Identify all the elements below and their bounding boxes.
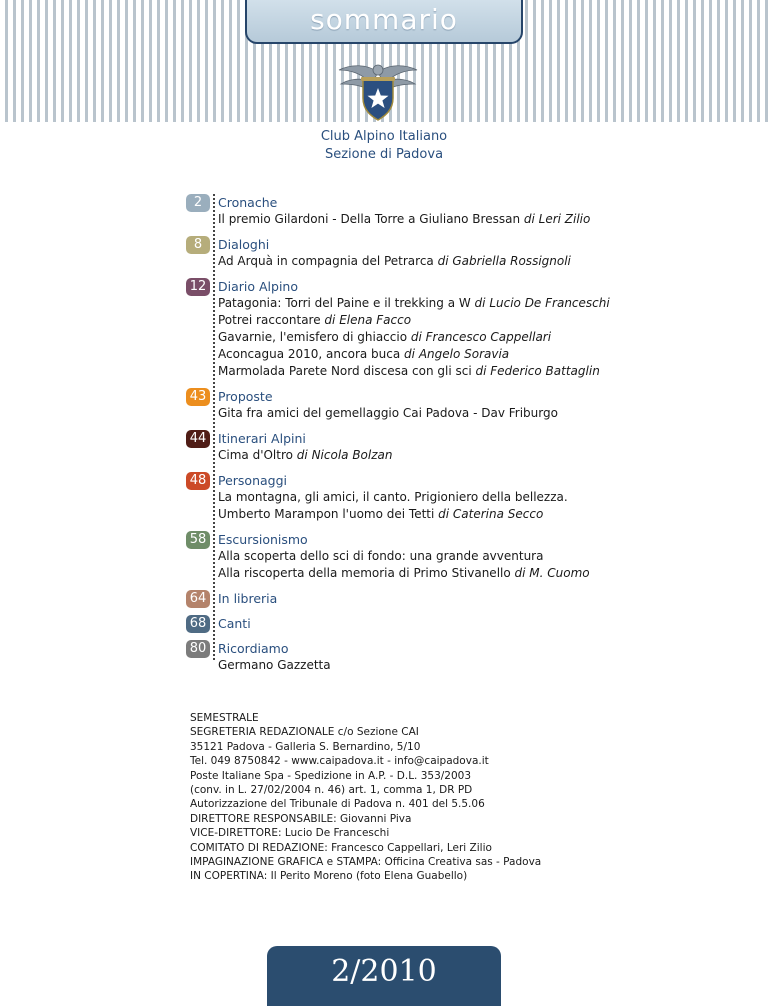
article-title: La montagna, gli amici, il canto. Prigioniero della bellezza.	[218, 490, 568, 504]
page-number-badge: 80	[186, 640, 210, 658]
colophon-line: IN COPERTINA: Il Perito Moreno (foto Elena Guabello)	[190, 870, 468, 883]
article-author: di Lucio De Franceschi	[474, 296, 610, 310]
colophon-line: 35121 Padova - Galleria S. Bernardino, 5/10	[190, 740, 421, 753]
page-number-badge: 58	[186, 531, 210, 549]
article-author: di Nicola Bolzan	[296, 448, 393, 462]
page-number-badge: 2	[186, 194, 210, 212]
org-line-2: Sezione di Padova	[324, 147, 444, 162]
org-line-1: Club Alpino Italiano	[320, 129, 448, 144]
article-entry	[218, 405, 686, 422]
organization-name	[0, 128, 768, 164]
article-title: Ad Arquà in compagnia del Petrarca	[218, 254, 438, 268]
article-entry	[218, 295, 686, 312]
article-author: di Leri Zilio	[523, 212, 591, 226]
article-title: Alla riscoperta della memoria di Primo Stivanello	[218, 566, 515, 580]
colophon-line: Poste Italiane Spa - Spedizione in A.P. - D.L. 353/2003	[190, 769, 472, 782]
article-title: Potrei raccontare	[218, 313, 325, 327]
toc-section	[186, 236, 686, 270]
article-entry	[218, 447, 686, 464]
article-title: Gita fra amici del gemellaggio Cai Padova - Dav Friburgo	[218, 406, 558, 420]
article-author: di Francesco Cappellari	[410, 330, 552, 344]
page-title: sommario	[245, 0, 523, 44]
section-title: Dialoghi	[218, 237, 270, 252]
article-author: di Gabriella Rossignoli	[437, 254, 571, 268]
colophon-line: IMPAGINAZIONE GRAFICA e STAMPA: Officina Creativa sas - Padova	[190, 856, 542, 869]
section-title: Diario Alpino	[218, 279, 298, 294]
article-entry	[218, 346, 686, 363]
article-entry	[218, 253, 686, 270]
toc-section	[186, 472, 686, 523]
section-title: Canti	[218, 616, 251, 631]
colophon-line: Autorizzazione del Tribunale di Padova n. 401 del 5.5.06	[190, 798, 485, 811]
article-entry	[218, 489, 686, 506]
article-title: Alla scoperta dello sci di fondo: una grande avventura	[218, 549, 544, 563]
colophon-line: DIRETTORE RESPONSABILE: Giovanni Piva	[190, 812, 412, 825]
colophon-line: SEGRETERIA REDAZIONALE c/o Sezione CAI	[190, 726, 419, 739]
article-author: di Caterina Secco	[438, 507, 544, 521]
section-title: Itinerari Alpini	[218, 431, 306, 446]
article-title: Il premio Gilardoni - Della Torre a Giuliano Bressan	[218, 212, 524, 226]
section-title: Proposte	[218, 389, 273, 404]
cai-eagle-star-emblem-icon	[337, 58, 419, 122]
page-number-badge: 48	[186, 472, 210, 490]
section-title: Ricordiamo	[218, 641, 289, 656]
toc-section	[186, 590, 686, 607]
section-title: Cronache	[218, 195, 278, 210]
toc-section	[186, 615, 686, 632]
table-of-contents	[186, 194, 686, 682]
article-entry	[218, 565, 686, 582]
article-entry	[218, 548, 686, 565]
article-author: di Elena Facco	[324, 313, 412, 327]
section-title: Personaggi	[218, 473, 288, 488]
page-number-badge: 68	[186, 615, 210, 633]
colophon-line: Tel. 049 8750842 - www.caipadova.it - info@caipadova.it	[190, 755, 489, 768]
article-title: Germano Gazzetta	[218, 658, 331, 672]
article-author: di Federico Battaglin	[475, 364, 600, 378]
page-number-badge: 44	[186, 430, 210, 448]
toc-section	[186, 388, 686, 422]
page-number-badge: 12	[186, 278, 210, 296]
article-title: Patagonia: Torri del Paine e il trekking a W	[218, 296, 475, 310]
toc-section	[186, 640, 686, 674]
colophon-line: COMITATO DI REDAZIONE: Francesco Cappellari, Leri Zilio	[190, 841, 492, 854]
section-title: In libreria	[218, 591, 278, 606]
article-author: di Angelo Soravia	[404, 347, 510, 361]
page-number-badge: 43	[186, 388, 210, 406]
toc-section	[186, 430, 686, 464]
article-entry	[218, 363, 686, 380]
page-number-badge: 64	[186, 590, 210, 608]
article-title: Gavarnie, l'emisfero di ghiaccio	[218, 330, 411, 344]
article-author: di M. Cuomo	[514, 566, 590, 580]
colophon-line: (conv. in L. 27/02/2004 n. 46) art. 1, comma 1, DR PD	[190, 784, 473, 797]
article-entry	[218, 329, 686, 346]
colophon-line: SEMESTRALE	[190, 712, 259, 724]
article-title: Cima d'Oltro	[218, 448, 297, 462]
toc-section	[186, 531, 686, 582]
colophon	[190, 711, 660, 884]
article-entry	[218, 506, 686, 523]
page-number-badge: 8	[186, 236, 210, 254]
article-entry	[218, 211, 686, 228]
article-entry	[218, 657, 686, 674]
section-title: Escursionismo	[218, 532, 308, 547]
colophon-line: VICE-DIRETTORE: Lucio De Franceschi	[190, 827, 390, 840]
toc-section	[186, 194, 686, 228]
article-title: Marmolada Parete Nord discesa con gli sci	[218, 364, 476, 378]
article-entry	[218, 312, 686, 329]
article-title: Aconcagua 2010, ancora buca	[218, 347, 405, 361]
toc-section	[186, 278, 686, 380]
issue-number: 2/2010	[267, 946, 501, 1006]
article-title: Umberto Marampon l'uomo dei Tetti	[218, 507, 439, 521]
